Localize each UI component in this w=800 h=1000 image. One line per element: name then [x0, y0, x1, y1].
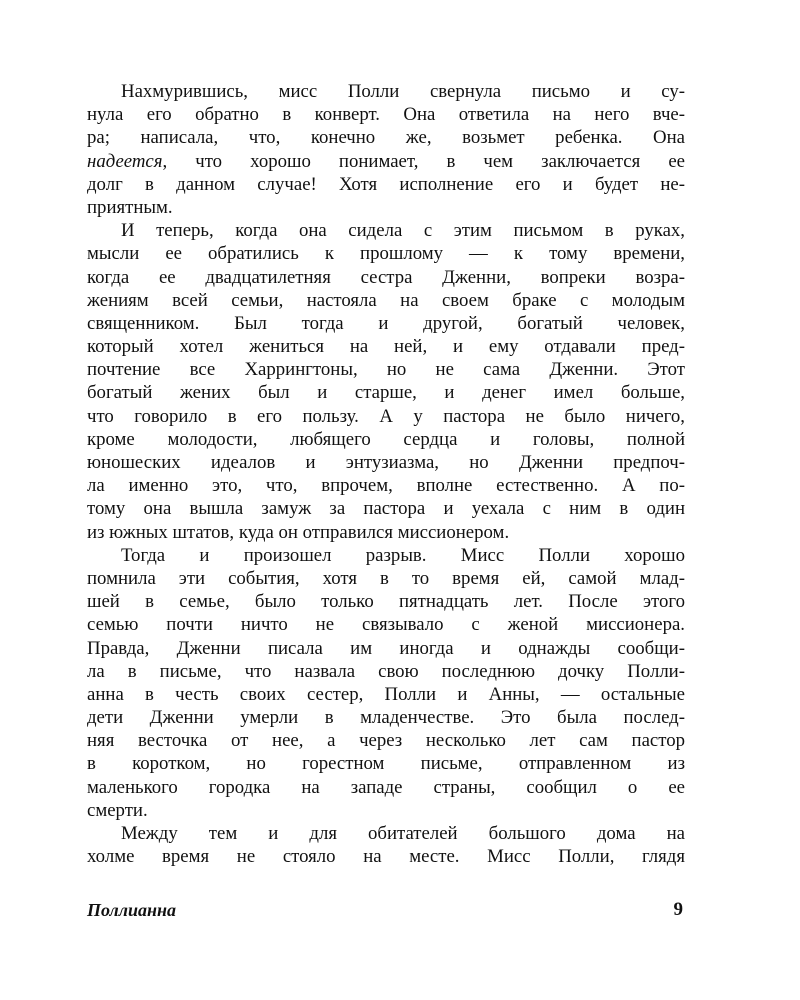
text-line: ла именно это, что, впрочем, вполне естественно. А по- [87, 475, 685, 497]
text-line: тому она вышла замуж за пастора и уехала с ним в один [87, 498, 685, 520]
text-line: приятным. [87, 196, 173, 218]
text-line: в коротком, но горестном письме, отправленном из [87, 753, 685, 775]
text-line: холме время не стояло на месте. Мисс Полли, глядя [87, 846, 685, 868]
text-line: Нахмурившись, мисс Полли свернула письмо и су- [121, 81, 685, 102]
text-line: няя весточка от нее, а через несколько лет сам пастор [87, 730, 685, 752]
text-line: нула его обратно в конверт. Она ответила на него вче- [87, 104, 685, 126]
text-line: дети Дженни умерли в младенчестве. Это была послед- [87, 707, 685, 729]
text-line: который хотел жениться на ней, и ему отдавали пред- [87, 336, 685, 358]
text-line: кроме молодости, любящего сердца и головы, полной [87, 428, 685, 450]
italic-word: надеется [87, 150, 163, 172]
text-line: Тогда и произошел разрыв. Мисс Полли хорошо [121, 544, 685, 566]
text-line: Правда, Дженни писала им иногда и однажды сообщи- [87, 637, 685, 659]
text-line: шей в семье, было только пятнадцать лет. После этого [87, 591, 685, 613]
text-line: Между тем и для обитателей большого дома на [121, 823, 685, 844]
body-text [87, 80, 685, 868]
text-line [87, 150, 685, 173]
text-line: маленького городка на западе страны, сообщил о ее [87, 776, 685, 798]
text-line: И теперь, когда она сидела с этим письмом в руках, [121, 220, 685, 242]
page-number: 9 [673, 899, 683, 920]
text-line: смерти. [87, 799, 148, 821]
text-line: когда ее двадцатилетняя сестра Дженни, вопреки возра- [87, 266, 685, 288]
text-line: жениям всей семьи, настояла на своем браке с молодым [87, 289, 685, 311]
text-line: юношеских идеалов и энтузиазма, но Дженни предпоч- [87, 452, 685, 473]
text-line: помнила эти события, хотя в то время ей, самой млад- [87, 567, 685, 589]
text-line: семью почти ничто не связывало с женой миссионера. [87, 614, 685, 636]
text-segment: , что хорошо понимает, в чем заключается ее [162, 150, 685, 172]
page-footer [87, 898, 685, 922]
running-title: Поллианна [87, 900, 177, 920]
text-line: что говорило в его пользу. А у пастора не было ничего, [87, 405, 685, 427]
text-line: долг в данном случае! Хотя исполнение его и будет не- [87, 173, 685, 195]
text-line: анна в честь своих сестер, Полли и Анны, — остальные [87, 683, 685, 705]
text-line: мысли ее обратились к прошлому — к тому времени, [87, 243, 685, 265]
text-line: ла в письме, что назвала свою последнюю дочку Полли- [87, 660, 685, 682]
text-line: священником. Был тогда и другой, богатый человек, [87, 312, 685, 334]
text-line: из южных штатов, куда он отправился миссионером. [87, 521, 510, 543]
text-line: богатый жених был и старше, и денег имел больше, [87, 382, 685, 404]
text-line: ра; написала, что, конечно же, возьмет ребенка. Она [87, 127, 685, 149]
text-line: почтение все Харрингтоны, но не сама Дженни. Этот [87, 359, 685, 381]
